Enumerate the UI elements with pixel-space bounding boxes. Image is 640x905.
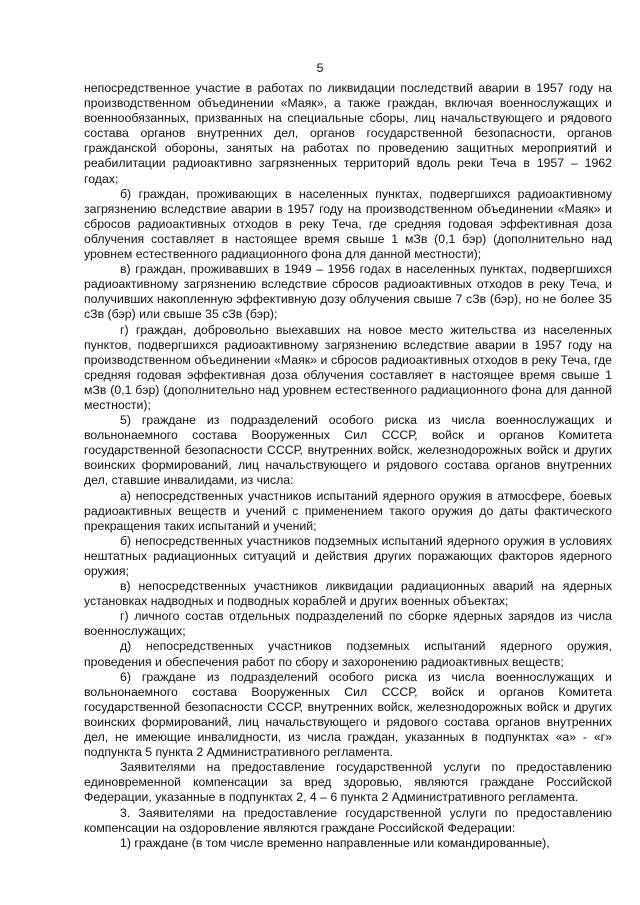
paragraph: непосредственное участие в работах по ликвидации последствий аварии в 1957 году на производственном объединении «Маяк», а также граждан, включая военнослужащих и военнообязанных, призванных на специальные сборы, лиц начальствующего и рядового состава органов внутренних дел, органов государственной безопасности, органов гражданской обороны, занятых на работах по проведению защитных мероприятий и реабилитации радиоактивно загрязненных территорий вдоль реки Теча в 1957 – 1962 годах; <box>84 81 612 186</box>
paragraph: в) граждан, проживавших в 1949 – 1956 годах в населенных пунктах, подвергшихся радиоактивному загрязнению вследствие сбросов радиоактивных отходов в реку Теча, и получивших накопленную эффективную дозу облучения свыше 7 сЗв (бэр), но не более 35 сЗв (бэр) или свыше 35 сЗв (бэр); <box>84 262 612 322</box>
paragraph: Заявителями на предоставление государственной услуги по предоставлению единовременной компенсации за вред здоровью, являются граждане Российской Федерации, указанные в подпунктах 2, 4 – 6 пункта 2 Административного регламента. <box>84 760 612 805</box>
paragraph: б) непосредственных участников подземных испытаний ядерного оружия в условиях нештатных радиационных ситуаций и действия других поражающих факторов ядерного оружия; <box>84 533 612 578</box>
paragraph: в) непосредственных участников ликвидации радиационных аварий на ядерных установках надводных и подводных кораблей и других военных объектах; <box>84 579 612 609</box>
paragraph: 5) граждане из подразделений особого риска из числа военнослужащих и вольнонаемного состава Вооруженных Сил СССР, войск и органов Комитета государственной безопасности СССР, внутренних войск, железнодорожных войск и других воинских формирований, лиц начальствующего и рядового состава органов внутренних дел, ставшие инвалидами, из числа: <box>84 413 612 488</box>
paragraph: а) непосредственных участников испытаний ядерного оружия в атмосфере, боевых радиоактивных веществ и учений с применением такого оружия до даты фактического прекращения таких испытаний и учений; <box>84 488 612 533</box>
document-body <box>84 81 612 851</box>
page-number: 5 <box>316 61 324 75</box>
paragraph: 3. Заявителями на предоставление государственной услуги по предоставлению компенсации на оздоровление являются граждане Российской Федерации: <box>84 805 612 835</box>
paragraph: 1) граждане (в том числе временно направленные или командированные), <box>120 835 550 850</box>
paragraph: б) граждан, проживающих в населенных пунктах, подвергшихся радиоактивному загрязнению вследствие аварии в 1957 году на производственном объединении «Маяк» и сбросов радиоактивных отходов в реку Теча, где средняя годовая эффективная доза облучения составляет в настоящее время свыше 1 мЗв (0,1 бэр) (дополнительно над уровнем естественного радиационного фона для данной местности); <box>84 186 612 262</box>
paragraph: 6) граждане из подразделений особого риска из числа военнослужащих и вольнонаемного состава Вооруженных Сил СССР, войск и органов Комитета государственной безопасности СССР, внутренних войск, железнодорожных войск и других воинских формирований, лиц начальствующего и рядового состава органов внутренних дел, не имеющие инвалидности, из числа граждан, указанных в подпунктах «а» - «г» подпункта 5 пункта 2 Административного регламента. <box>84 669 612 760</box>
paragraph: г) личного состав отдельных подразделений по сборке ядерных зарядов из числа военнослужащих; <box>84 609 612 639</box>
paragraph: д) непосредственных участников подземных испытаний ядерного оружия, проведения и обеспечения работ по сбору и захоронению радиоактивных веществ; <box>84 639 612 669</box>
paragraph: г) граждан, добровольно выехавших на новое место жительства из населенных пунктов, подвергшихся радиоактивному загрязнению вследствие аварии в 1957 году на производственном объединении «Маяк» и сбросов радиоактивных отходов в реку Теча, где средняя годовая эффективная доза облучения составляет в настоящее время свыше 1 мЗв (0,1 бэр) (дополнительно над уровнем естественного радиационного фона для данной местности); <box>84 322 612 412</box>
